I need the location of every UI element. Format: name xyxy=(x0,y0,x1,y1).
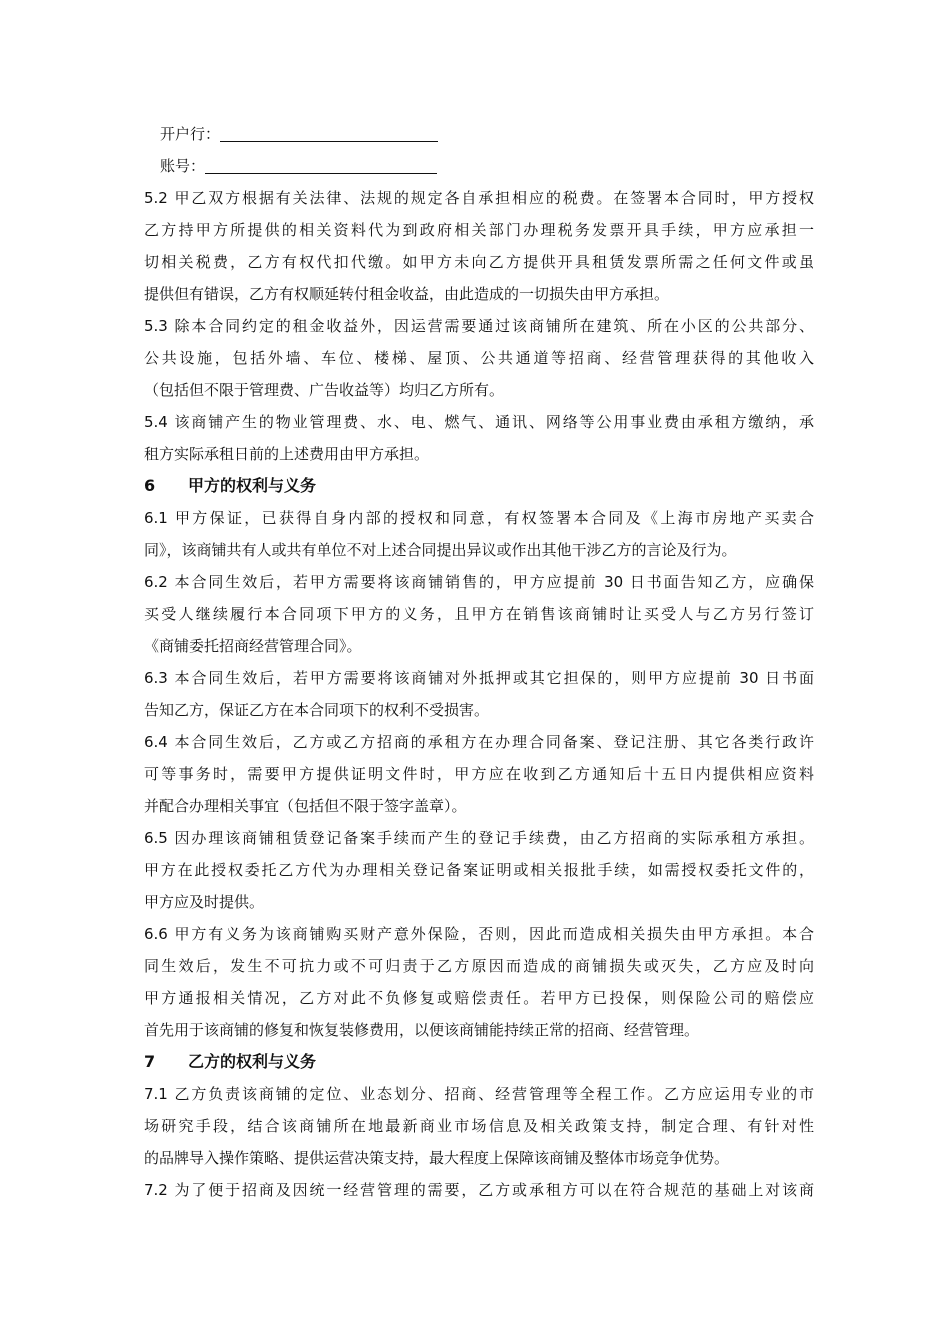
paragraph-line: 6.6 甲方有义务为该商铺购买财产意外保险，否则，因此而造成相关损失由甲方承担。本合 xyxy=(144,925,814,943)
section-title: 乙方的权利与义务 xyxy=(188,1052,317,1071)
paragraph-line: 6.5 因办理该商铺租赁登记备案手续而产生的登记手续费，由乙方招商的实际承租方承担。 xyxy=(144,829,814,847)
paragraph-line: 并配合办理相关事宜（包括但不限于签字盖章）。 xyxy=(144,797,467,815)
paragraph-line: 同生效后，发生不可抗力或不可归责于乙方原因而造成的商铺损失或灭失，乙方应及时向 xyxy=(144,957,814,975)
clause-paragraph xyxy=(144,406,814,470)
document-body xyxy=(144,118,814,1206)
account-field xyxy=(144,150,814,182)
account-blank-line xyxy=(205,155,437,174)
clause-paragraph xyxy=(144,726,814,822)
section-heading xyxy=(144,1046,814,1078)
paragraph-line: 同》，该商铺共有人或共有单位不对上述合同提出异议或作出其他干涉乙方的言论及行为。 xyxy=(144,541,737,559)
bank-blank-line xyxy=(220,123,438,142)
paragraph-line: 5.4 该商铺产生的物业管理费、水、电、燃气、通讯、网络等公用事业费由承租方缴纳，承 xyxy=(144,413,814,431)
clause-paragraph xyxy=(144,566,814,662)
paragraph-line: 7.1 乙方负责该商铺的定位、业态划分、招商、经营管理等全程工作。乙方应运用专业的市 xyxy=(144,1085,814,1103)
bank-label: 开户行： xyxy=(160,125,221,143)
paragraph-line: 甲方应及时提供。 xyxy=(144,893,265,911)
paragraph-line: 6.3 本合同生效后，若甲方需要将该商铺对外抵押或其它担保的，则甲方应提前 30 日书面 xyxy=(144,669,814,687)
clause-paragraph xyxy=(144,822,814,918)
section-number: 7 xyxy=(144,1052,156,1071)
section-title: 甲方的权利与义务 xyxy=(188,476,317,495)
paragraph-line: 5.3 除本合同约定的租金收益外，因运营需要通过该商铺所在建筑、所在小区的公共部分、 xyxy=(144,317,814,335)
paragraph-line: 《商铺委托招商经营管理合同》。 xyxy=(144,637,362,655)
account-label: 账号： xyxy=(160,157,206,175)
paragraph-line: （包括但不限于管理费、广告收益等）均归乙方所有。 xyxy=(144,381,505,399)
clause-paragraph xyxy=(144,310,814,406)
paragraph-line: 提供但有错误，乙方有权顺延转付租金收益，由此造成的一切损失由甲方承担。 xyxy=(144,285,670,303)
paragraph-line: 6.2 本合同生效后，若甲方需要将该商铺销售的，甲方应提前 30 日书面告知乙方，应确保 xyxy=(144,573,814,591)
paragraph-line: 切相关税费，乙方有权代扣代缴。如甲方未向乙方提供开具租赁发票所需之任何文件或虽 xyxy=(144,253,814,271)
paragraph-line: 7.2 为了便于招商及因统一经营管理的需要，乙方或承租方可以在符合规范的基础上对该商 xyxy=(144,1181,814,1199)
clause-paragraph xyxy=(144,918,814,1046)
bank-field xyxy=(144,118,814,150)
section-heading xyxy=(144,470,814,502)
paragraph-line: 场研究手段，结合该商铺所在地最新商业市场信息及相关政策支持，制定合理、有针对性 xyxy=(144,1117,814,1135)
paragraph-line: 甲方在此授权委托乙方代为办理相关登记备案证明或相关报批手续，如需授权委托文件的， xyxy=(144,861,814,879)
paragraph-line: 首先用于该商铺的修复和恢复装修费用，以便该商铺能持续正常的招商、经营管理。 xyxy=(144,1021,700,1039)
clause-paragraph xyxy=(144,182,814,310)
paragraph-line: 公共设施，包括外墙、车位、楼梯、屋顶、公共通道等招商、经营管理获得的其他收入 xyxy=(144,349,814,367)
paragraph-line: 租方实际承租日前的上述费用由甲方承担。 xyxy=(144,445,430,463)
paragraph-line: 买受人继续履行本合同项下甲方的义务，且甲方在销售该商铺时让买受人与乙方另行签订 xyxy=(144,605,814,623)
clause-paragraph xyxy=(144,1174,814,1206)
paragraph-line: 甲方通报相关情况，乙方对此不负修复或赔偿责任。若甲方已投保，则保险公司的赔偿应 xyxy=(144,989,814,1007)
paragraph-line: 乙方持甲方所提供的相关资料代为到政府相关部门办理税务发票开具手续，甲方应承担一 xyxy=(144,221,814,239)
paragraph-line: 告知乙方，保证乙方在本合同项下的权利不受损害。 xyxy=(144,701,490,719)
clause-list xyxy=(144,182,814,1206)
paragraph-line: 6.1 甲方保证，已获得自身内部的授权和同意，有权签署本合同及《上海市房地产买卖合 xyxy=(144,509,814,527)
clause-paragraph xyxy=(144,662,814,726)
paragraph-line: 的品牌导入操作策略、提供运营决策支持，最大程度上保障该商铺及整体市场竞争优势。 xyxy=(144,1149,730,1167)
clause-paragraph xyxy=(144,1078,814,1174)
paragraph-line: 5.2 甲乙双方根据有关法律、法规的规定各自承担相应的税费。在签署本合同时，甲方授权 xyxy=(144,189,814,207)
paragraph-line: 6.4 本合同生效后，乙方或乙方招商的承租方在办理合同备案、登记注册、其它各类行政许 xyxy=(144,733,814,751)
section-number: 6 xyxy=(144,476,156,495)
clause-paragraph xyxy=(144,502,814,566)
paragraph-line: 可等事务时，需要甲方提供证明文件时，甲方应在收到乙方通知后十五日内提供相应资料 xyxy=(144,765,814,783)
